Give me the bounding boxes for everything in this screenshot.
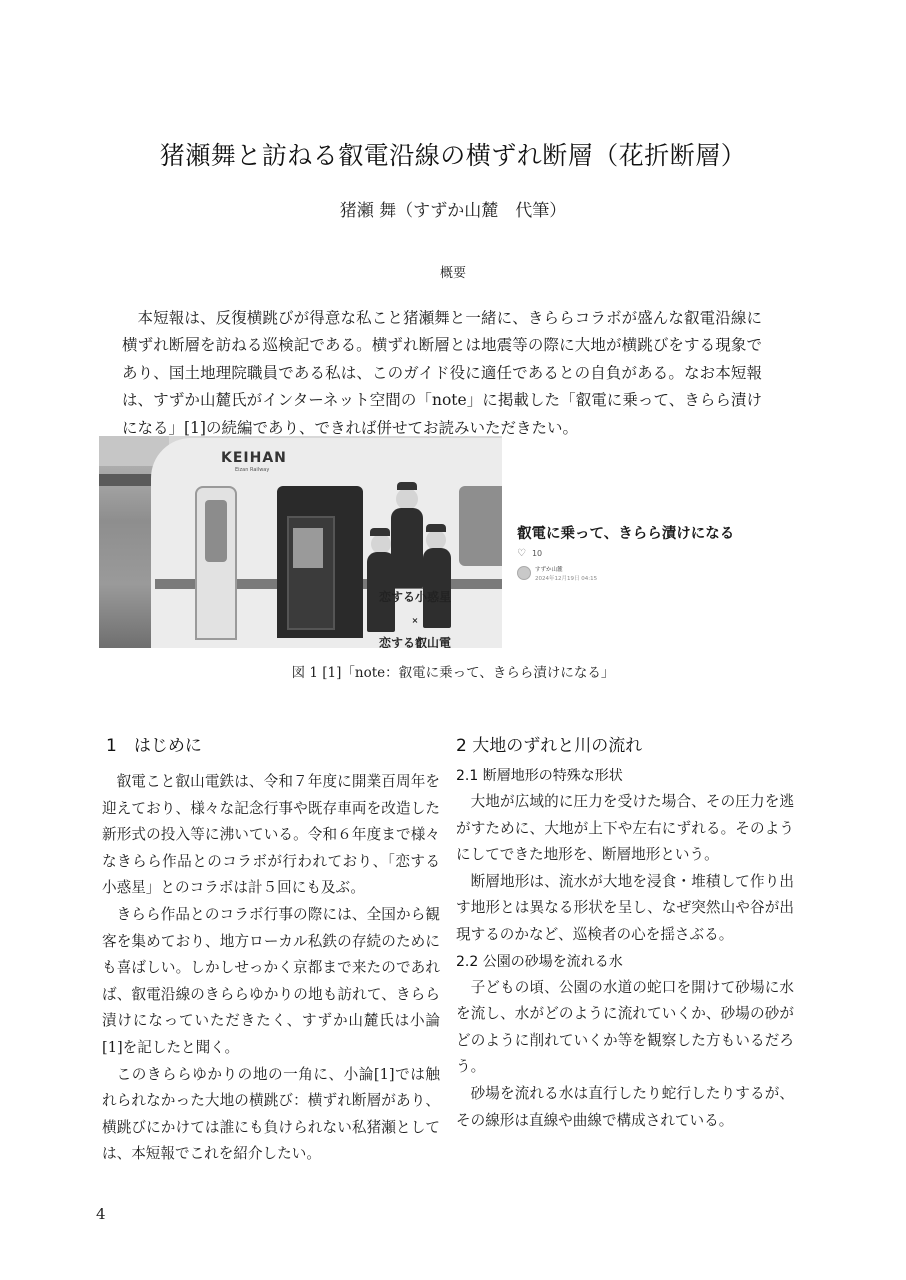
like-count: ♡ 10: [517, 548, 543, 559]
note-article-card: [509, 436, 779, 648]
author-line: 猪瀬 舞（すずか山麓 代筆）: [339, 201, 567, 221]
character-head: [426, 530, 446, 550]
train-window: [459, 486, 502, 566]
section-2-1-paragraph: 断層地形は、流水が大地を浸食・堆積して作り出す地形とは異なる形状を呈し、なぜ突然山や谷が出現するのかなど、巡検者の心を揺さぶる。: [456, 872, 794, 943]
figure-caption: 図 1 [1]「note：叡電に乗って、きらら漬けになる」: [291, 665, 615, 681]
figure-1: [99, 436, 779, 648]
section-2-heading: 2 大地のずれと川の流れ: [456, 736, 643, 756]
eizan-railway-label: Eizan Railway: [235, 467, 270, 473]
character-cap: [426, 524, 446, 532]
character-figure: [391, 508, 423, 588]
section-2-1-heading: 2.1 断層地形の特殊な形状: [456, 768, 623, 784]
abstract-text: 本短報は、反復横跳びが得意な私こと猪瀬舞と一緒に、きららコラボが盛んな叡電沿線に横ずれ断層を訪ねる巡検記である。横ずれ断層とは地震等の際に大地が横跳びをする現象であり、国土地理院職員である私は、このガイド役に適任であるとの自負がある。なお本短報は、すずか山麓氏がインターネット空間の「note」に掲載した「叡電に乗って、きらら漬けになる」[1]の続編であり、できれば併せてお読みいただきたい。: [122, 308, 762, 437]
column-right: [456, 733, 794, 1134]
section-1-paragraph: このきららゆかりの地の一角に、小論[1]では触れられなかった大地の横跳び：横ずれ断層があり、横跳びにかけては誰にも負けられない私猪瀬としては、本短報でこれを紹介したい。: [102, 1065, 440, 1163]
section-2-1-paragraph: 大地が広域的に圧力を受けた場合、その圧力を逃がすために、大地が上下や左右にずれる。そのようにしてできた地形を、断層地形という。: [456, 793, 794, 864]
paper-title: 猪瀬舞と訪ねる叡電沿線の横ずれ断層（花折断層）: [159, 141, 747, 170]
page-number: 4: [96, 1205, 106, 1223]
section-1-paragraph: きらら作品とのコラボ行事の際には、全国から観客を集めており、地方ローカル私鉄の存続のためにも喜ばしい。しかしせっかく京都まで来たのであれば、叡電沿線のきららゆかりの地も訪れて、きらら漬けになっていただきたく、すずか山麓氏は小論[1]を記したと聞く。: [102, 905, 440, 1056]
collab-wrap-text: 恋する小惑星 × 恋する叡山電: [378, 590, 451, 648]
train-photo: [99, 436, 502, 648]
section-2-2-heading: 2.2 公園の砂場を流れる水: [456, 953, 623, 970]
section-2-2-paragraph: 子どもの頃、公園の水道の蛇口を開けて砂場に水を流し、水がどのように流れていくか、砂場の砂がどのように削れていくか等を観察した方もいるだろう。: [456, 978, 794, 1076]
note-date: 2024年12月19日 04:15: [535, 576, 598, 582]
train-door-closed: [195, 486, 237, 640]
column-left: [102, 733, 440, 1168]
note-username: すずか山麓: [535, 567, 563, 573]
note-article-title: 叡電に乗って、きらら漬けになる: [517, 526, 735, 542]
keihan-logo: KEIHAN: [221, 450, 287, 466]
heart-icon: ♡: [517, 548, 526, 559]
character-head: [396, 488, 418, 510]
section-1-paragraph: 叡電こと叡山電鉄は、令和７年度に開業百周年を迎えており、様々な記念行事や既存車両を改造した新形式の投入等に沸いている。令和６年度まで様々なきらら作品とのコラボが行われており、「恋する小惑星」とのコラボは計５回にも及ぶ。: [102, 773, 440, 897]
section-2-2-paragraph: 砂場を流れる水は直行したり蛇行したりするが、その線形は直線や曲線で構成されている。: [456, 1084, 794, 1129]
train-door-open: [277, 486, 363, 638]
section-1-heading: 1 はじめに: [106, 736, 202, 756]
character-cap: [397, 482, 417, 490]
avatar: [517, 566, 531, 580]
abstract-heading: 概要: [439, 266, 466, 281]
character-cap: [370, 528, 390, 536]
character-head: [371, 534, 391, 554]
